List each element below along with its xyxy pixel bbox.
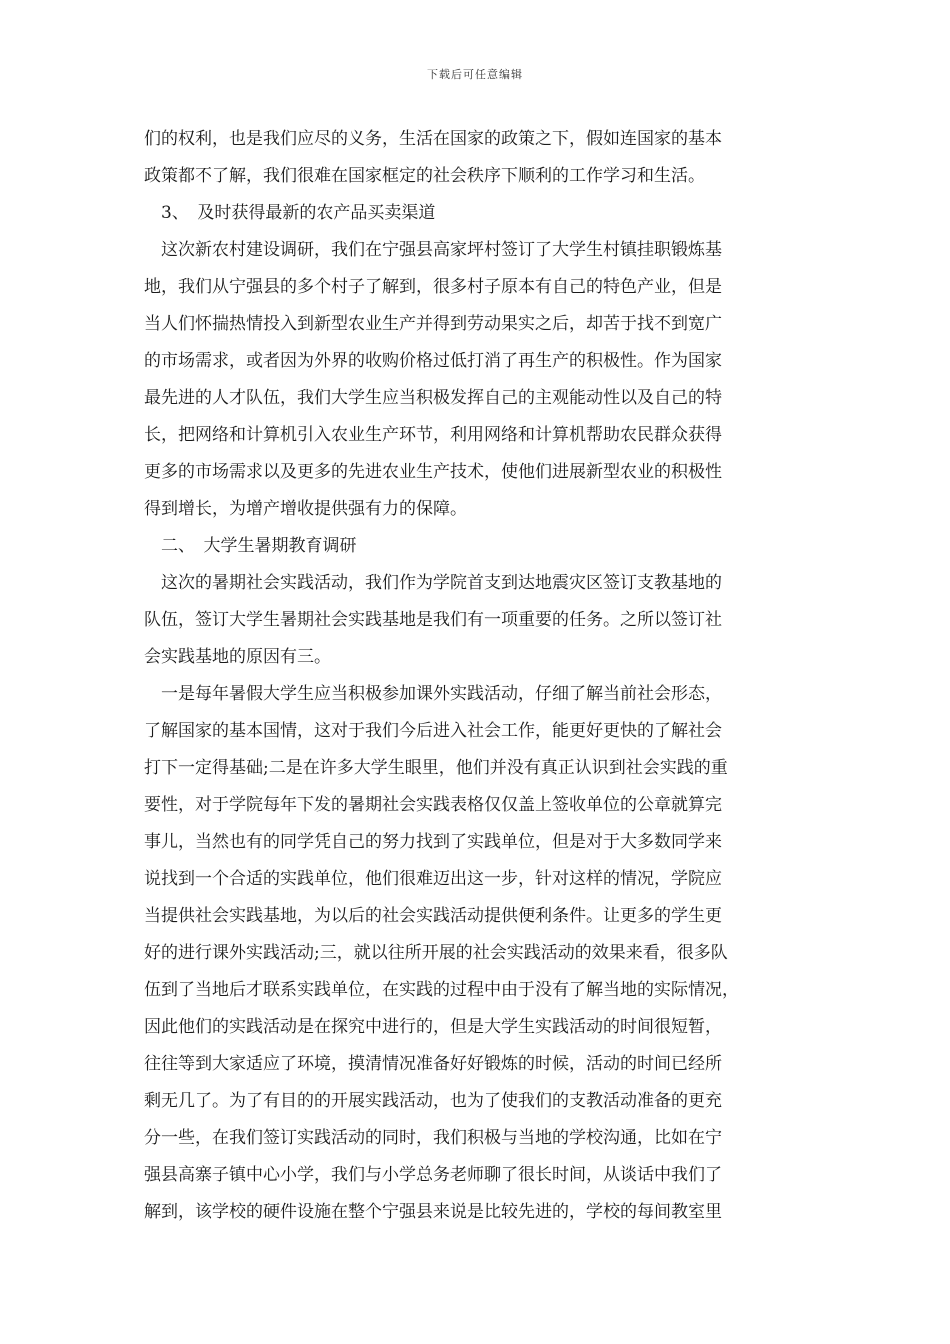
text-line: 这次新农村建设调研，我们在宁强县高家坪村签订了大学生村镇挂职锻炼基: [161, 240, 722, 260]
text-line: 往往等到大家适应了环境，摸清情况准备好好锻炼的时候，活动的时间已经所: [144, 1054, 722, 1074]
text-line: 会实践基地的原因有三。: [144, 647, 331, 667]
text-line: 更多的市场需求以及更多的先进农业生产技术，使他们进展新型农业的积极性: [144, 462, 722, 482]
section-heading: 3、 及时获得最新的农产品买卖渠道: [161, 203, 436, 223]
text-line: 剩无几了。为了有目的的开展实践活动，也为了使我们的支教活动准备的更充: [144, 1091, 722, 1111]
text-line: 要性，对于学院每年下发的暑期社会实践表格仅仅盖上签收单位的公章就算完: [144, 795, 722, 815]
text-line: 事儿，当然也有的同学凭自己的努力找到了实践单位，但是对于大多数同学来: [144, 832, 722, 852]
text-line: 们的权利，也是我们应尽的义务，生活在国家的政策之下，假如连国家的基本: [144, 129, 722, 149]
text-line: 当提供社会实践基地，为以后的社会实践活动提供便利条件。让更多的学生更: [144, 906, 722, 926]
text-line: 因此他们的实践活动是在探究中进行的，但是大学生实践活动的时间很短暂，: [144, 1017, 722, 1037]
section-heading: 二、 大学生暑期教育调研: [161, 536, 357, 556]
text-line: 伍到了当地后才联系实践单位，在实践的过程中由于没有了解当地的实际情况，: [144, 980, 739, 1000]
text-line: 分一些，在我们签订实践活动的同时，我们积极与当地的学校沟通，比如在宁: [144, 1128, 722, 1148]
text-line: 地，我们从宁强县的多个村子了解到，很多村子原本有自己的特色产业，但是: [144, 277, 722, 297]
text-line: 得到增长，为增产增收提供强有力的保障。: [144, 499, 467, 519]
text-line: 好的进行课外实践活动;三，就以往所开展的社会实践活动的效果来看，很多队: [144, 943, 728, 963]
text-line: 一是每年暑假大学生应当积极参加课外实践活动，仔细了解当前社会形态，: [161, 684, 722, 704]
text-line: 打下一定得基础;二是在许多大学生眼里，他们并没有真正认识到社会实践的重: [144, 758, 728, 778]
text-line: 解到，该学校的硬件设施在整个宁强县来说是比较先进的，学校的每间教室里: [144, 1202, 722, 1222]
document-body: [144, 121, 824, 1231]
page-header: 下载后可任意编辑: [427, 68, 523, 81]
text-line: 政策都不了解，我们很难在国家框定的社会秩序下顺利的工作学习和生活。: [144, 166, 705, 186]
text-line: 长，把网络和计算机引入农业生产环节，利用网络和计算机帮助农民群众获得: [144, 425, 722, 445]
text-line: 队伍，签订大学生暑期社会实践基地是我们有一项重要的任务。之所以签订社: [144, 610, 722, 630]
text-line: 当人们怀揣热情投入到新型农业生产并得到劳动果实之后，却苦于找不到宽广: [144, 314, 722, 334]
text-line: 强县高寨子镇中心小学，我们与小学总务老师聊了很长时间，从谈话中我们了: [144, 1165, 722, 1185]
text-line: 这次的暑期社会实践活动，我们作为学院首支到达地震灾区签订支教基地的: [161, 573, 722, 593]
text-line: 的市场需求，或者因为外界的收购价格过低打消了再生产的积极性。作为国家: [144, 351, 722, 371]
text-line: 最先进的人才队伍，我们大学生应当积极发挥自己的主观能动性以及自己的特: [144, 388, 722, 408]
text-line: 说找到一个合适的实践单位，他们很难迈出这一步，针对这样的情况，学院应: [144, 869, 722, 889]
text-line: 了解国家的基本国情，这对于我们今后进入社会工作，能更好更快的了解社会: [144, 721, 722, 741]
